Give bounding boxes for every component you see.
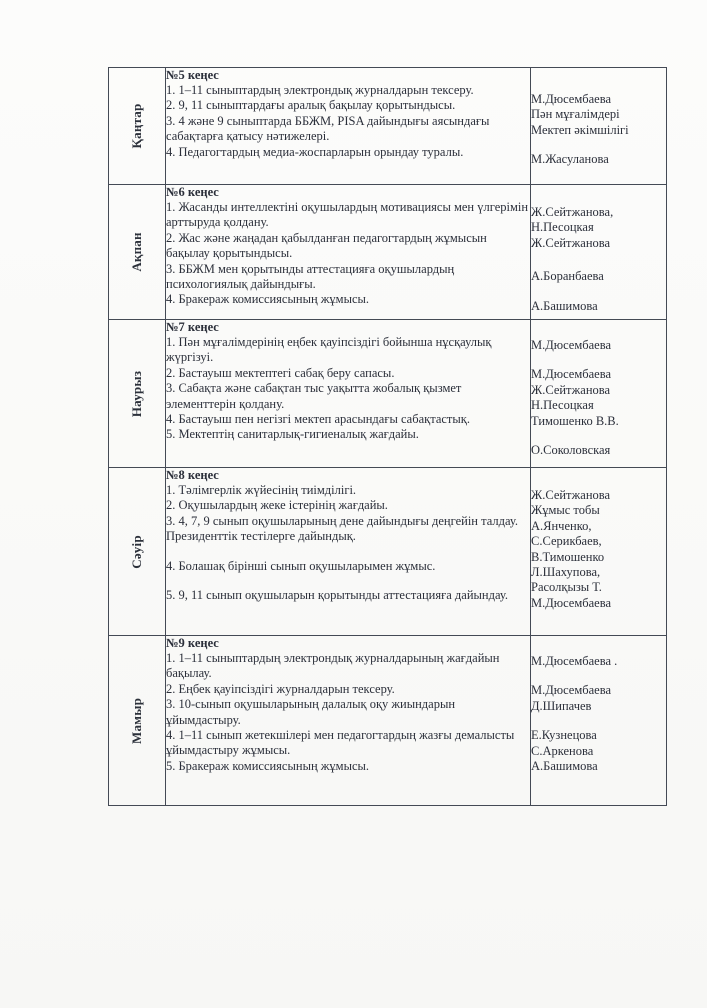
- month-cell: [109, 320, 166, 468]
- month-label: Қаңтар: [129, 103, 144, 149]
- month-label: Наурыз: [129, 370, 144, 417]
- month-label: Сәуір: [129, 534, 144, 569]
- agenda-item: 2. Жас және жаңадан қабылданған педагогтардың жұмысын бақылау қорытындысы.: [166, 230, 487, 261]
- responsible-name: Н.Песоцкая: [531, 398, 594, 413]
- table-row: [109, 185, 667, 320]
- month-label: Ақпан: [129, 232, 144, 272]
- responsible-name: Расолқызы Т.: [531, 580, 602, 595]
- responsible-name: А.Боранбаева: [531, 269, 604, 284]
- agenda-item: 1. 1–11 сыныптардың электрондық журналдарының жағдайын бақылау.: [166, 651, 500, 681]
- agenda-cell: [166, 320, 531, 468]
- agenda-item: 1. Жасанды интеллектіні оқушылардың мотивациясы мен үлгерімін арттыруда қолдану.: [166, 200, 529, 230]
- agenda-item: 5. Мектептің санитарлық-гигиеналық жағдайы.: [166, 427, 419, 442]
- agenda-item: 2. Еңбек қауіпсіздігі журналдарын тексеру.: [166, 681, 395, 696]
- responsible-name: М.Дюсембаева: [531, 92, 612, 106]
- responsible-cell: [531, 68, 667, 185]
- agenda-item: 4. Болашақ бірінші сынып оқушыларымен жұмыс.: [166, 558, 436, 573]
- responsible-name: М.Дюсембаева: [531, 683, 612, 698]
- agenda-item: 4. Педагогтардың медиа-жоспарларын орындау туралы.: [166, 144, 464, 159]
- responsible-name: В.Тимошенко: [531, 549, 605, 564]
- responsible-name: Д.Шипачев: [531, 698, 592, 713]
- month-cell: [109, 68, 166, 185]
- month-label: Мамыр: [129, 697, 144, 744]
- responsible-name: Е.Кузнецова: [531, 728, 597, 743]
- agenda-cell: [166, 636, 531, 806]
- agenda-item: 5. 9, 11 сынып оқушыларын қорытынды аттестацияға дайындау.: [166, 588, 508, 603]
- responsible-name: М.Дюсембаева .: [531, 654, 618, 668]
- responsible-name: Жұмыс тобы: [531, 503, 600, 518]
- agenda-item: 4. Бракераж комиссиясының жұмысы.: [166, 292, 370, 307]
- responsible-name: А.Янченко,: [531, 518, 592, 533]
- agenda-item: 3. Сабақта және сабақтан тыс уақытта жобалық қызмет элементтерін қолдану.: [166, 381, 462, 411]
- agenda-item: 3. 10-сынып оқушыларының далалық оқу жиындарын ұйымдастыру.: [166, 697, 456, 727]
- responsible-name: Н.Песоцкая: [531, 220, 594, 235]
- agenda-item: 1. Тәлімгерлік жүйесінің тиімділігі.: [166, 483, 357, 497]
- council-title: №8 кеңес: [166, 468, 219, 482]
- agenda-item: 4. Бастауыш пен негізгі мектеп арасындағы сабақтастық.: [166, 412, 470, 427]
- responsible-name: Л.Шахупова,: [531, 565, 601, 580]
- agenda-item: 4. 1–11 сынып жетекшілері мен педагогтардың жазғы демалысты ұйымдастыру жұмысы.: [166, 728, 515, 758]
- month-cell: [109, 636, 166, 806]
- agenda-item: 2. 9, 11 сыныптардағы аралық бақылау қорытындысы.: [166, 98, 456, 113]
- responsible-name: М.Жасуланова: [531, 152, 609, 167]
- agenda-item: 5. Бракераж комиссиясының жұмысы.: [166, 758, 370, 773]
- agenda-item: 3. 4, 7, 9 сынып оқушыларының дене дайындығы деңгейін талдау. Президенттік тестілерге дайындық.: [166, 513, 519, 544]
- agenda-item: 2. Оқушылардың жеке істерінің жағдайы.: [166, 498, 388, 513]
- table-row: [109, 636, 667, 806]
- responsible-name: Тимошенко В.В.: [531, 413, 619, 428]
- agenda-cell: [166, 68, 531, 185]
- responsible-name: С.Аркенова: [531, 743, 594, 758]
- responsible-name: Ж.Сейтжанова: [531, 235, 611, 250]
- agenda-item: 3. 4 және 9 сыныптарда ББЖМ, PISA дайындығы аясындағы сабақтарға қатысу нәтижелері.: [166, 113, 490, 144]
- responsible-name: С.Серикбаев,: [531, 534, 602, 549]
- responsible-name: Ж.Сейтжанова: [531, 382, 611, 397]
- responsible-name: Ж.Сейтжанова: [531, 488, 611, 502]
- responsible-name: Мектеп әкімшілігі: [531, 122, 629, 137]
- responsible-cell: [531, 320, 667, 468]
- responsible-name: М.Дюсембаева: [531, 367, 612, 382]
- council-title: №9 кеңес: [166, 636, 219, 650]
- responsible-name: Пән мұғалімдері: [531, 107, 620, 122]
- month-cell: [109, 468, 166, 636]
- responsible-cell: [531, 636, 667, 806]
- agenda-cell: [166, 468, 531, 636]
- council-title: №7 кеңес: [166, 320, 219, 334]
- responsible-name: М.Дюсембаева: [531, 338, 612, 352]
- responsible-cell: [531, 185, 667, 320]
- agenda-item: 3. ББЖМ мен қорытынды аттестацияға оқушылардың психологиялық дайындығы.: [166, 261, 455, 292]
- responsible-name: О.Соколовская: [531, 443, 611, 458]
- table-row: [109, 320, 667, 468]
- agenda-item: 1. 1–11 сыныптардың электрондық журналдарын тексеру.: [166, 83, 474, 97]
- responsible-name: А.Башимова: [531, 298, 598, 313]
- council-title: №5 кеңес: [166, 68, 219, 82]
- council-title: №6 кеңес: [166, 185, 219, 199]
- responsible-name: Ж.Сейтжанова,: [531, 205, 614, 219]
- agenda-cell: [166, 185, 531, 320]
- responsible-name: М.Дюсембаева: [531, 595, 612, 610]
- agenda-item: 2. Бастауыш мектептегі сабақ беру сапасы.: [166, 365, 395, 380]
- responsible-cell: [531, 468, 667, 636]
- council-plan-table: [108, 67, 667, 806]
- table-row: [109, 68, 667, 185]
- agenda-item: 1. Пән мұғалімдерінің еңбек қауіпсіздігі бойынша нұсқаулық жүргізуі.: [166, 335, 492, 365]
- table-row: [109, 468, 667, 636]
- responsible-name: А.Башимова: [531, 759, 598, 774]
- month-cell: [109, 185, 166, 320]
